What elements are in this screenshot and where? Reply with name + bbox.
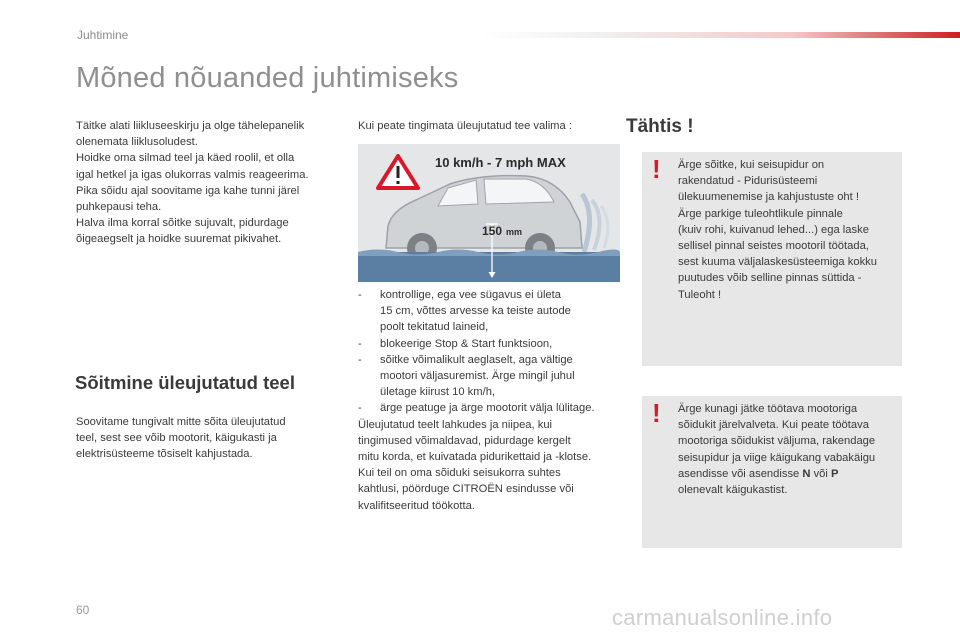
text-line: puutudes võib selline pinnas süttida -: [678, 272, 862, 285]
list-item: [358, 336, 622, 352]
text-line: sõitke võimalikult aeglaselt, aga vältige: [380, 353, 573, 366]
text-line: kontrollige, ega vee sügavus ei ületa: [380, 289, 561, 301]
list-item-text: [380, 352, 622, 401]
speed-limit-label: 10 km/h - 7 mph MAX: [435, 155, 566, 170]
list-item-text: [380, 336, 622, 352]
list-dash: -: [358, 289, 362, 301]
car-in-water-drawing: [358, 144, 620, 282]
warning-text: [678, 157, 900, 303]
text-line: Üleujutatud teelt lahkudes ja niipea, kui: [358, 418, 553, 431]
flooded-road-illustration: [358, 144, 620, 282]
text-line: olenevalt käigukastist.: [678, 484, 788, 497]
text-line: tingimused võimaldavad, pidurdage kergelt: [358, 434, 571, 447]
text-line: mootoriga sõidukist väljuma, rakendage: [678, 435, 876, 448]
text-line: rakendatud - Pidurisüsteemi: [678, 175, 818, 188]
list-dash: -: [358, 402, 362, 415]
text-line: mootori väljasuremist. Ärge mingil juhul: [380, 370, 575, 383]
text-line: Ärge kunagi jätke töötava mootoriga: [678, 403, 858, 415]
text-line: Kui teil on oma sõiduki seisukorra suhtes: [358, 467, 561, 480]
text-line: elektrisüsteeme tõsiselt kahjustada.: [76, 448, 253, 461]
depth-value-label: 150: [482, 224, 503, 238]
text-line: blokeerige Stop & Start funktsioon,: [380, 337, 553, 350]
text-line: Tuleoht !: [678, 288, 722, 301]
after-flood-paragraph: [358, 417, 622, 514]
flooded-road-instructions: [358, 287, 622, 514]
flooded-road-paragraph: [76, 414, 346, 463]
gear-n-label: N: [802, 467, 811, 480]
page-title: Mõned nõuanded juhtimiseks: [76, 62, 459, 94]
text-line: ärge peatuge ja ärge mootorit välja lülitage.: [380, 402, 595, 415]
parking-brake-warning-box: [642, 152, 902, 366]
section-header-label: Juhtimine: [77, 28, 129, 42]
text-line: igal hetkel ja igas olukorras valmis reageerima.: [76, 168, 309, 181]
text-line: Pika sõidu ajal soovitame iga kahe tunni järel: [76, 184, 300, 197]
text-line: Hoidke oma silmad teel ja käed roolil, et olla: [76, 152, 295, 165]
list-item-text: [380, 287, 622, 336]
text-line: ülekuumenemise ja kahjustuste oht !: [678, 191, 859, 204]
text-line: olenemata liiklusoludest.: [76, 136, 198, 149]
gear-p-label: P: [831, 467, 839, 480]
text-line: Halva ilma korral sõitke sujuvalt, pidurdage: [76, 217, 289, 230]
list-item: [358, 352, 622, 401]
text-fragment: või: [810, 467, 832, 480]
text-line: sest kuuma väljalaskesüsteemiga kokku: [678, 256, 877, 269]
unattended-engine-warning-box: [642, 396, 902, 548]
text-line: (kuiv rohi, kuivanud lehed...) ega laske: [678, 223, 869, 236]
watermark: carmanualsonline.info: [612, 605, 833, 630]
text-line: Soovitame tungivalt mitte sõita üleujutatud: [76, 416, 286, 428]
text-line: Ärge parkige tuleohtlikule pinnale: [678, 207, 843, 220]
important-heading: Tähtis !: [626, 116, 694, 137]
text-line: 15 cm, võttes arvesse ka teiste autode: [380, 305, 571, 318]
text-line: kahtlusi, pöörduge CITROËN esindusse või: [358, 483, 574, 496]
list-item-text: [380, 400, 622, 416]
text-line: poolt tekitatud laineid,: [380, 321, 489, 334]
list-item: [358, 287, 622, 336]
flooded-road-heading: Sõitmine üleujutatud teel: [75, 372, 295, 393]
text-line: sellisel pinnal seistes mootoril töötada,: [678, 240, 869, 253]
text-line: ületage kiirust 10 km/h,: [380, 386, 496, 399]
text-line: kvalifitseeritud töökotta.: [358, 499, 475, 512]
header-accent-bar: [480, 32, 960, 38]
text-line: Ärge sõitke, kui seisupidur on: [678, 159, 825, 171]
list-dash: -: [358, 353, 362, 366]
text-line: puhkepausi teha.: [76, 201, 162, 214]
text-fragment: asendisse või asendisse: [678, 467, 803, 480]
text-line: teel, sest see võib mootorit, käigukasti ja: [76, 432, 277, 445]
exclamation-icon: !: [652, 154, 661, 184]
warning-text: [678, 401, 900, 498]
list-dash: -: [358, 337, 362, 350]
text-line: sõidukit järelvalveta. Kui peate töötava: [678, 419, 869, 432]
driving-advice-paragraph: [76, 118, 346, 248]
page-number: 60: [76, 603, 90, 617]
depth-unit-label: mm: [506, 227, 523, 237]
exclamation-icon: !: [652, 398, 661, 428]
text-line: seisupidur ja viige käigukang vabakäigu: [678, 451, 876, 464]
text-line: [678, 466, 900, 482]
text-line: õigeaegselt ja hoidke suuremat pikivahet.: [76, 233, 282, 246]
text-line: Täitke alati liikluseeskirju ja olge tähelepanelik: [76, 120, 305, 132]
list-item: [358, 400, 622, 416]
flooded-road-intro: Kui peate tingimata üleujutatud tee valima :: [358, 120, 572, 132]
text-line: mitu korda, et kuivatada pidurikettaid ja -klotse.: [358, 451, 592, 464]
